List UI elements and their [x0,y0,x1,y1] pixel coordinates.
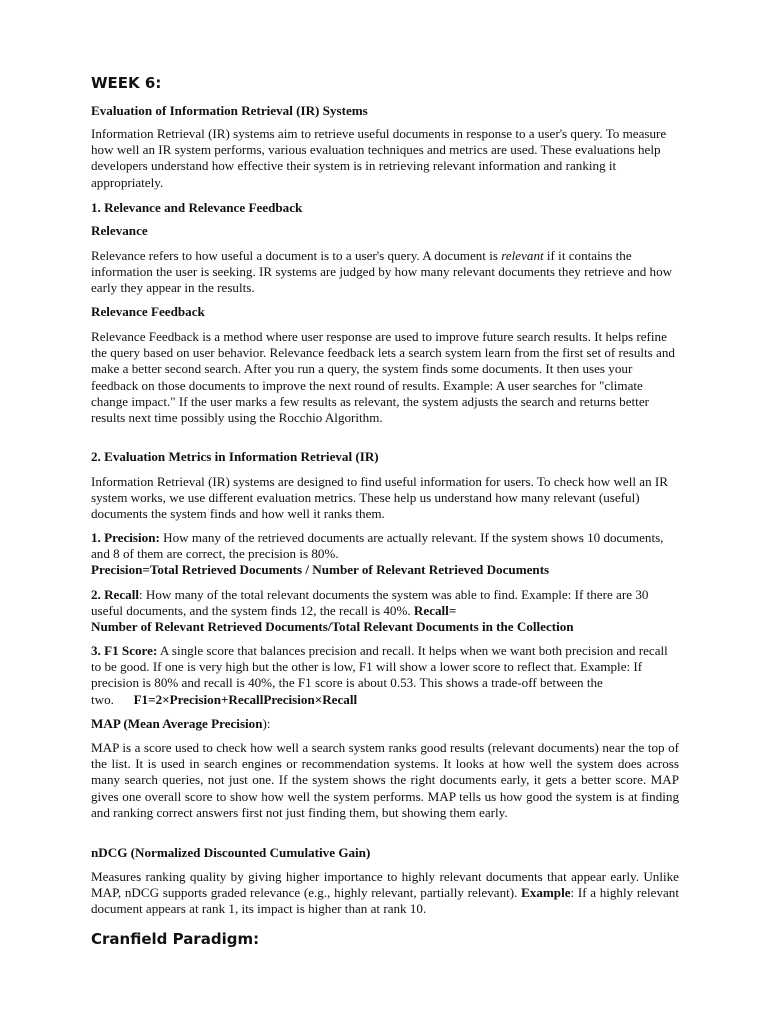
precision-paragraph [91,530,679,579]
intro-paragraph: Information Retrieval (IR) systems aim to retrieve useful documents in response to a user's query. To measure how well an IR system performs, various evaluation techniques and metrics are used. These evaluations help developers understand how effective their system is in retrieving relevant information and ranking it appropriately. [91,126,667,190]
recall-formula-label: Recall= [413,603,457,619]
relevance-emphasis: relevant [501,248,544,263]
relevance-paragraph [91,248,679,297]
week-heading: WEEK 6: [91,74,162,92]
map-heading [91,716,679,732]
ndcg-example-label: Example [521,885,571,901]
relevance-text-b: if it contains the information the user is seeking. IR systems are judged by how many relevant documents they retrieve and how early they appear in the results. [91,248,673,296]
f1-paragraph [91,643,679,708]
relevance-feedback-heading: Relevance Feedback [91,304,205,319]
relevance-text-a: Relevance refers to how useful a document is to a user's query. A document is [91,248,502,263]
ndcg-heading: nDCG (Normalized Discounted Cumulative Gain) [91,845,371,860]
relevance-feedback-paragraph: Relevance Feedback is a method where user response are used to improve future search results. It helps refine the query based on user behavior. Relevance feedback lets a search system learn from the first set of results and make a better second search. After you run a query, the system finds some documents. It then uses your feedback on those documents to improve the next round of results. Example: A user searches for "climate change impact." If the user marks a few results as relevant, the system adjusts the search and returns better results next time possibly using the Rocchio Algorithm. [91,329,675,426]
document-title: Evaluation of Information Retrieval (IR) Systems [91,103,368,118]
section-2-heading: 2. Evaluation Metrics in Information Retrieval (IR) [91,449,379,464]
relevance-heading: Relevance [91,223,148,238]
precision-label: 1. Precision: [91,530,160,545]
ndcg-example-text: : If a highly relevant document appears at rank 1, its impact is higher than at rank 10. [91,885,679,917]
cranfield-heading: Cranfield Paradigm: [91,930,260,948]
map-suffix: ): [262,716,271,731]
recall-formula: Number of Relevant Retrieved Documents/Total Relevant Documents in the Collection [91,619,574,635]
map-label: MAP (Mean Average Precision [91,716,263,731]
map-paragraph: MAP is a score used to check how well a search system ranks good results (relevant documents) near the top of the list. It is used in search engines or recommendation systems. It looks at how well the system does across many search queries, not just one. If the system shows the right documents early, it gets a better score. MAP gives one overall score to show how well the system performs. MAP tells us how good the system is at finding and ranking correct answers first not just finding them, but showing them early. [91,740,679,820]
f1-text: A single score that balances precision and recall. It helps when we want both precision and recall to be good. If one is very high but the other is low, F1 will show a lower score to reflect that. Example: If precision is 80% and recall is 40%, the F1 score is about 0.53. This shows a trade-off between the two. [91,643,668,707]
f1-label: 3. F1 Score: [91,643,158,658]
metrics-intro-paragraph: Information Retrieval (IR) systems are designed to find useful information for users. To check how well an IR system works, we use different evaluation metrics. These help us understand how many relevant (useful) documents the system finds and how well it ranks them. [91,474,669,522]
recall-label: 2. Recall [91,587,139,602]
section-1-heading: 1. Relevance and Relevance Feedback [91,200,303,215]
precision-formula: Precision=Total Retrieved Documents / Number of Relevant Retrieved Documents [91,562,550,578]
ndcg-text: Measures ranking quality by giving higher importance to highly relevant documents that appear early. Unlike MAP, nDCG supports graded relevance (e.g., highly relevant, partially relevant). [91,869,679,901]
precision-text: How many of the retrieved documents are actually relevant. If the system shows 10 documents, and 8 of them are correct, the precision is 80%. [91,530,664,562]
f1-formula: F1=2×Precision+RecallPrecision×Recall [133,691,358,707]
recall-paragraph [91,587,679,636]
ndcg-paragraph [91,869,679,918]
recall-text: : How many of the total relevant documents the system was able to find. Example: If there are 30 useful documents, and the system finds 12, the recall is 40%. [91,587,649,619]
